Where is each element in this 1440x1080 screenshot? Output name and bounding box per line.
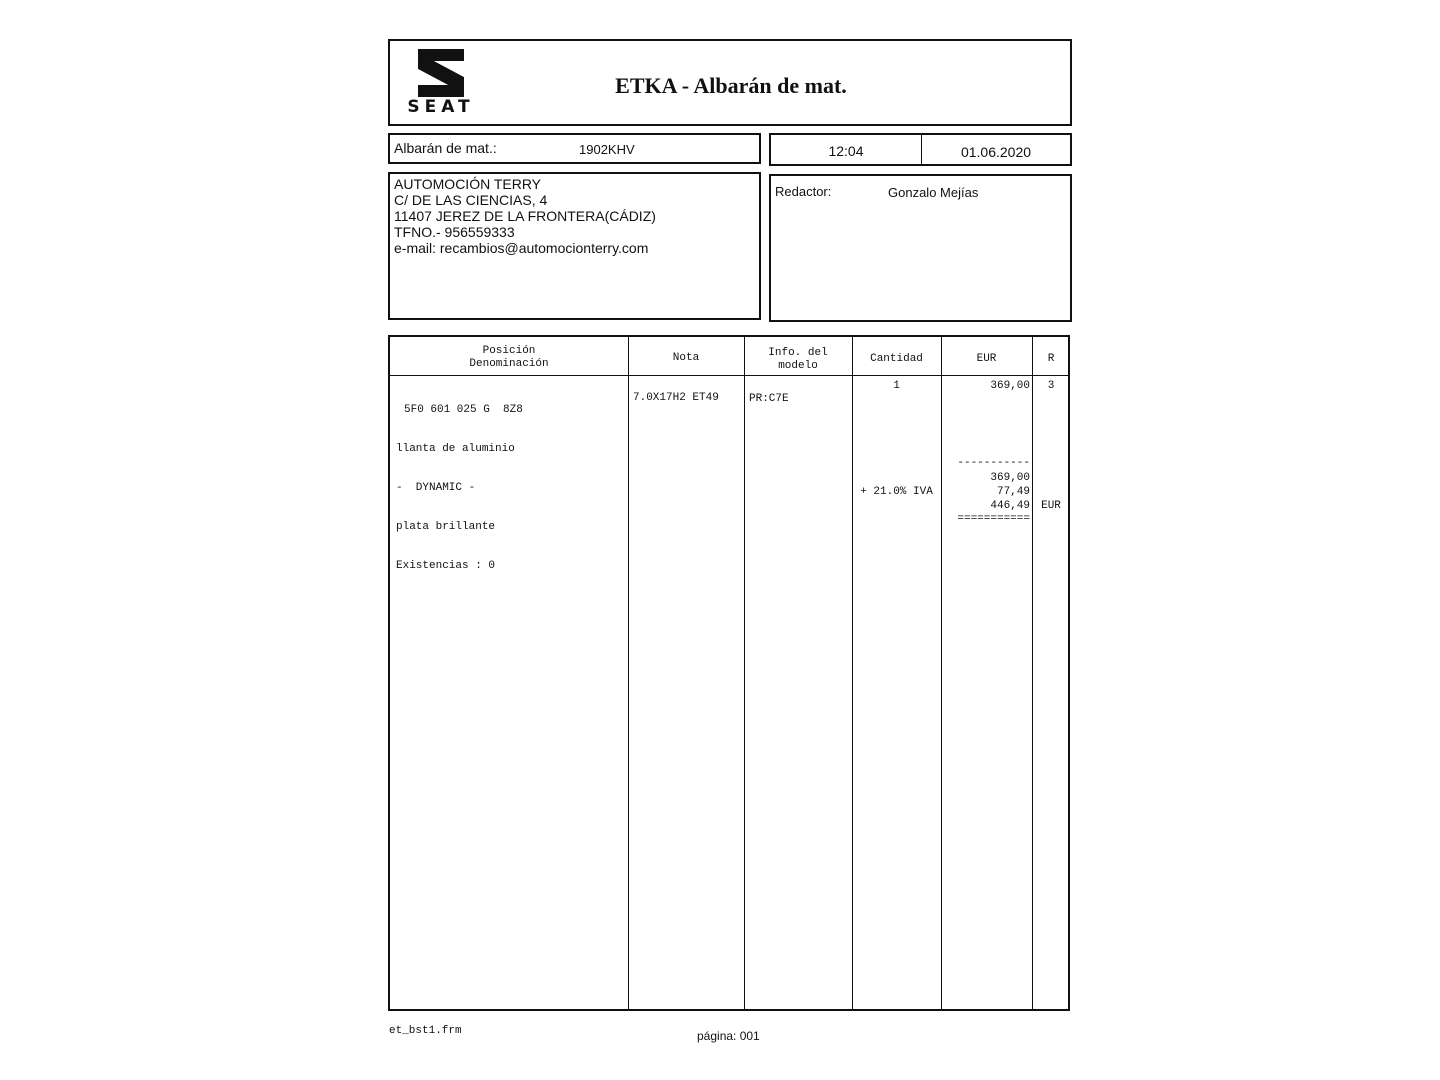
item-description — [396, 378, 523, 599]
seat-logo — [400, 47, 482, 117]
company-name: AUTOMOCIÓN TERRY — [394, 176, 542, 192]
document-header — [388, 39, 1072, 126]
company-email: e-mail: recambios@automocionterry.com — [394, 240, 649, 256]
date-value: 01.06.2020 — [960, 144, 1032, 160]
totals-separator: ----------- — [957, 457, 1030, 469]
company-phone: TFNO.- 956559333 — [394, 224, 515, 240]
time-value: 12:04 — [828, 143, 864, 159]
albaran-number: 1902KHV — [579, 142, 635, 157]
header-position-label: Posición — [482, 345, 536, 357]
company-address — [394, 176, 656, 256]
logo-text: SEAT — [407, 97, 475, 117]
header-denomination-label: Denominación — [469, 358, 549, 370]
editor-name: Gonzalo Mejías — [888, 185, 979, 200]
seat-logo-icon — [400, 47, 482, 99]
item-eur: 369,00 — [990, 380, 1030, 392]
company-street: C/ DE LAS CIENCIAS, 4 — [394, 192, 548, 208]
albaran-number-box — [388, 133, 761, 164]
header-r: R — [1047, 353, 1055, 365]
header-cantidad: Cantidad — [870, 353, 923, 365]
items-table — [388, 335, 1070, 1011]
totals-currency: EUR — [1041, 500, 1061, 512]
company-city: 11407 JEREZ DE LA FRONTERA(CÁDIZ) — [394, 208, 656, 224]
totals-tax-label: + 21.0% IVA — [860, 486, 933, 498]
item-info: PR:C7E — [749, 393, 789, 405]
header-nota: Nota — [672, 352, 700, 364]
totals-tax-amount: 77,49 — [996, 486, 1030, 498]
editor-label: Redactor: — [775, 184, 832, 199]
item-r: 3 — [1047, 380, 1055, 392]
company-address-box — [388, 172, 761, 320]
totals-subtotal: 369,00 — [990, 472, 1030, 484]
header-info-line1: Info. del — [768, 347, 828, 359]
header-info-line2: modelo — [778, 360, 818, 372]
header-info — [744, 347, 852, 373]
item-desc-line1: llanta de aluminio — [396, 443, 515, 455]
item-desc-line3: plata brillante — [396, 521, 496, 533]
document-title: ETKA - Albarán de mat. — [615, 73, 847, 98]
item-desc-line2: - DYNAMIC - — [396, 482, 476, 494]
time-date-box — [769, 133, 1072, 166]
totals-total: 446,49 — [990, 500, 1030, 512]
item-nota: 7.0X17H2 ET49 — [633, 392, 719, 404]
item-part-number: 5F0 601 025 G 8Z8 — [404, 404, 523, 416]
editor-box — [769, 174, 1072, 322]
page-number: página: 001 — [697, 1029, 760, 1043]
totals-double-line: =========== — [957, 513, 1030, 525]
header-eur: EUR — [976, 353, 997, 365]
form-name: et_bst1.frm — [389, 1025, 462, 1037]
albaran-label: Albarán de mat.: — [394, 140, 497, 156]
header-position — [390, 345, 628, 371]
item-desc-line4: Existencias : 0 — [396, 560, 496, 572]
item-cantidad: 1 — [893, 380, 900, 392]
